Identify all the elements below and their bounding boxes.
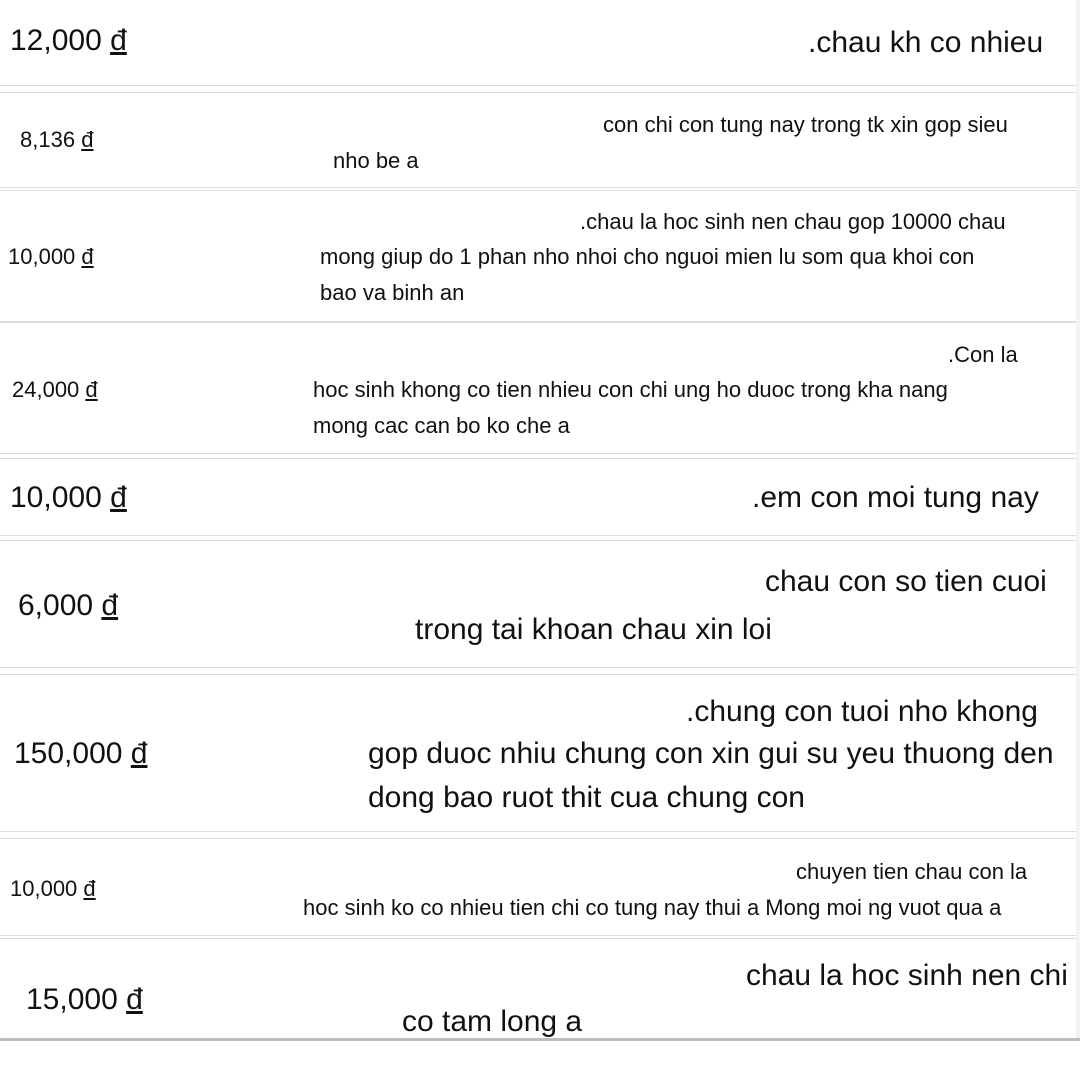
transaction-amount	[12, 377, 98, 403]
currency-symbol: đ	[85, 377, 98, 402]
currency-symbol: đ	[81, 244, 94, 269]
transaction-row	[0, 458, 1080, 536]
note-line: chau la hoc sinh nen chi	[746, 959, 1068, 992]
note-line: .em con moi tung nay	[752, 481, 1039, 514]
note-line: .chau la hoc sinh nen chau gop 10000 chau	[580, 209, 1006, 234]
note-line: .chau kh co nhieu	[808, 26, 1044, 59]
transaction-row	[0, 838, 1080, 936]
note-line: .chung con tuoi nho khong	[686, 695, 1038, 728]
page-right-edge	[1076, 0, 1080, 1040]
amount-value: 15,000	[26, 983, 118, 1016]
transaction-amount	[26, 983, 143, 1017]
transaction-row	[0, 938, 1080, 1040]
amount-value: 10,000	[10, 876, 78, 901]
currency-symbol: đ	[126, 983, 143, 1016]
amount-value: 8,136	[20, 127, 76, 152]
bottom-divider	[0, 1038, 1080, 1041]
note-line: gop duoc nhiu chung con xin gui su yeu thuong den	[368, 737, 1054, 770]
amount-value: 12,000	[10, 24, 102, 57]
amount-value: 10,000	[8, 244, 76, 269]
transaction-amount	[18, 589, 118, 623]
currency-symbol: đ	[130, 737, 148, 770]
amount-value: 150,000	[14, 737, 123, 770]
note-line: mong giup do 1 phan nho nhoi cho nguoi mien lu som qua khoi con	[320, 244, 975, 269]
note-line: nho be a	[333, 148, 419, 173]
note-line: chuyen tien chau con la	[796, 859, 1028, 884]
transaction-row	[0, 92, 1080, 188]
amount-value: 10,000	[10, 481, 102, 514]
transaction-row	[0, 674, 1080, 832]
note-line: dong bao ruot thit cua chung con	[368, 781, 805, 814]
transaction-amount	[20, 127, 93, 153]
note-line: co tam long a	[402, 1005, 583, 1038]
transaction-row	[0, 190, 1080, 322]
currency-symbol: đ	[83, 876, 96, 901]
note-line: trong tai khoan chau xin loi	[415, 613, 772, 646]
note-line: .Con la	[948, 342, 1018, 367]
note-line: hoc sinh ko co nhieu tien chi co tung nay thui a Mong moi ng vuot qua a	[303, 895, 1002, 920]
transaction-amount	[10, 24, 127, 58]
currency-symbol: đ	[110, 24, 127, 57]
currency-symbol: đ	[101, 589, 119, 622]
transaction-amount	[10, 481, 127, 515]
amount-value: 24,000	[12, 377, 80, 402]
note-line: chau con so tien cuoi	[765, 565, 1047, 598]
transaction-row	[0, 322, 1080, 454]
amount-value: 6,000	[18, 589, 94, 622]
note-line: hoc sinh khong co tien nhieu con chi ung ho duoc trong kha nang	[313, 377, 948, 402]
note-line: bao va binh an	[320, 280, 465, 305]
transaction-row	[0, 540, 1080, 668]
currency-symbol: đ	[110, 481, 127, 514]
currency-symbol: đ	[81, 127, 94, 152]
transaction-amount	[14, 737, 147, 771]
note-line: con chi con tung nay trong tk xin gop sieu	[603, 112, 1008, 137]
transaction-row	[0, 0, 1080, 86]
note-line: mong cac can bo ko che a	[313, 413, 570, 438]
transaction-amount	[8, 244, 94, 270]
transaction-amount	[10, 876, 96, 902]
